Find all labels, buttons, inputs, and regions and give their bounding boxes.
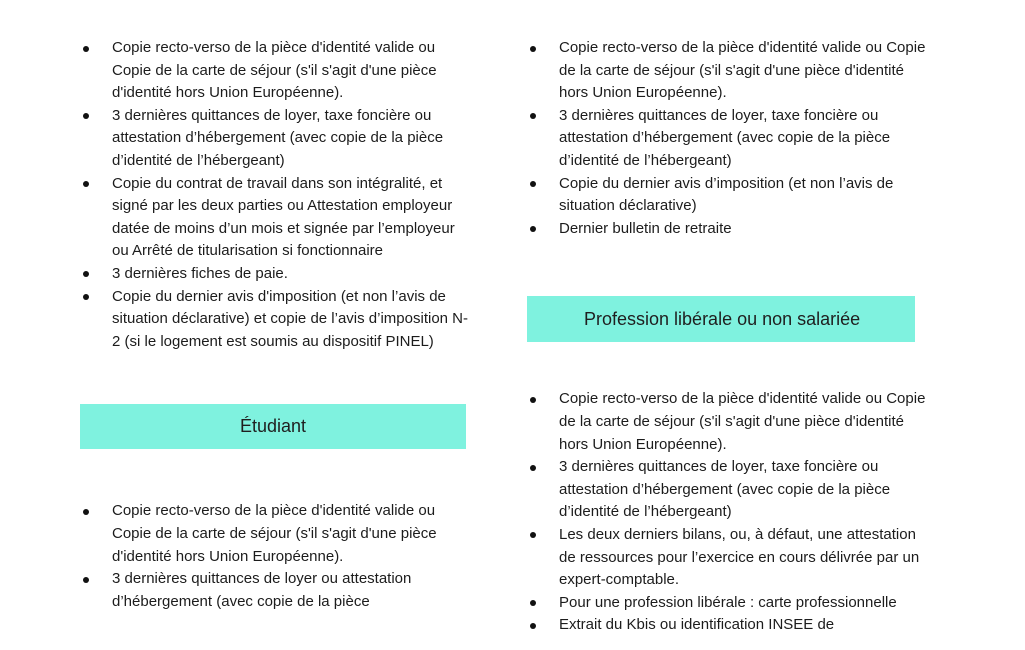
retraite-document-list — [527, 37, 927, 240]
section-heading-liberal — [527, 296, 915, 342]
section-heading-text: Profession libérale ou non salariée — [584, 308, 861, 329]
list-item: Les deux derniers bilans, ou, à défaut, une attestation de ressources pour l’exercice en cours délivrée par un expert-comptable. — [527, 524, 927, 592]
list-item: 3 dernières fiches de paie. — [80, 263, 475, 286]
list-item: Copie recto-verso de la pièce d'identité valide ou Copie de la carte de séjour (s'il s'agit d'une pièce d'identité hors Union Européenne). — [527, 388, 927, 456]
list-item: 3 dernières quittances de loyer, taxe foncière ou attestation d’hébergement (avec copie de la pièce d’identité de l’hébergeant) — [80, 105, 475, 173]
list-item: Pour une profession libérale : carte professionnelle — [527, 592, 927, 615]
etudiant-document-list — [80, 500, 475, 613]
list-item: 3 dernières quittances de loyer ou attestation d’hébergement (avec copie de la pièce — [80, 568, 475, 613]
list-item: Copie recto-verso de la pièce d'identité valide ou Copie de la carte de séjour (s'il s'agit d'une pièce d'identité hors Union Européenne). — [80, 37, 475, 105]
section-heading-text: Étudiant — [239, 416, 307, 437]
liberal-document-list — [527, 388, 927, 637]
list-item: Dernier bulletin de retraite — [527, 218, 927, 241]
list-item: Extrait du Kbis ou identification INSEE de — [527, 614, 927, 637]
list-item: 3 dernières quittances de loyer, taxe foncière ou attestation d’hébergement (avec copie de la pièce d’identité de l’hébergeant) — [527, 105, 927, 173]
list-item: 3 dernières quittances de loyer, taxe foncière ou attestation d’hébergement (avec copie de la pièce d’identité de l’hébergeant) — [527, 456, 927, 524]
list-item: Copie recto-verso de la pièce d'identité valide ou Copie de la carte de séjour (s'il s'agit d'une pièce d'identité hors Union Européenne). — [527, 37, 927, 105]
salarie-document-list — [80, 37, 475, 353]
list-item: Copie du dernier avis d’imposition (et non l’avis de situation déclarative) — [527, 173, 927, 218]
list-item: Copie du dernier avis d'imposition (et non l’avis de situation déclarative) et copie de l’avis d’imposition N-2 (si le logement est soumis au dispositif PINEL) — [80, 286, 475, 354]
list-item: Copie recto-verso de la pièce d'identité valide ou Copie de la carte de séjour (s'il s'agit d'une pièce d'identité hors Union Européenne). — [80, 500, 475, 568]
left-column — [80, 0, 475, 613]
section-heading-etudiant — [80, 404, 466, 449]
list-item: Copie du contrat de travail dans son intégralité, et signé par les deux parties ou Attestation employeur datée de moins d’un mois et signée par l’employeur ou Arrêté de titularisation si fonctionnaire — [80, 173, 475, 263]
right-column — [527, 0, 927, 637]
